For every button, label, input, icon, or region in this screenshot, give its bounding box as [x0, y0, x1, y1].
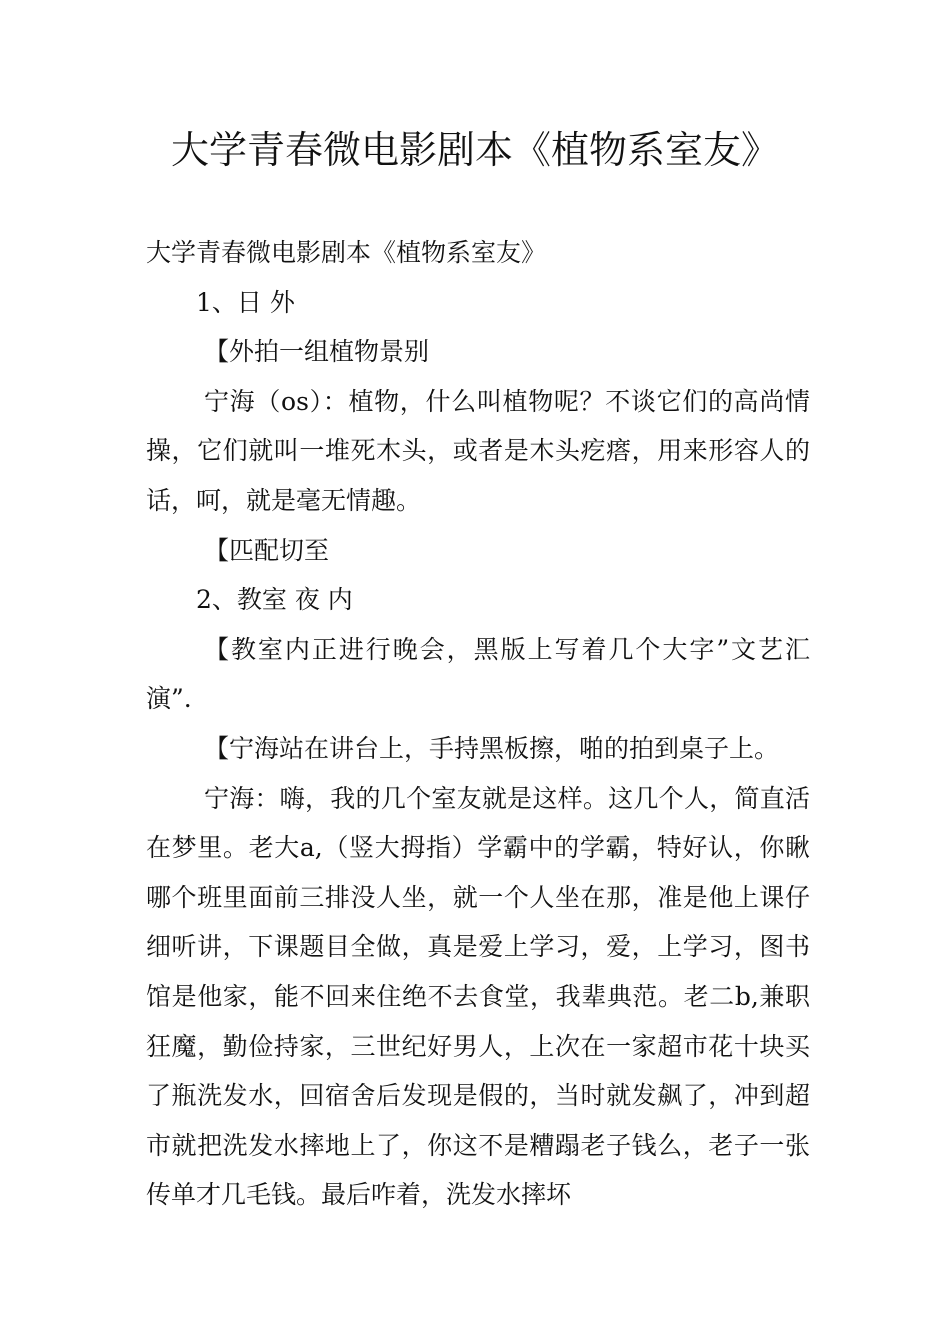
- paragraph-scene-2-heading: 2、教室 夜 内: [196, 585, 353, 615]
- document-body: [146, 228, 810, 1220]
- paragraph-stage-direction: 【教室内正进行晚会，黑版上写着几个大字”文艺汇演”.: [146, 634, 810, 714]
- paragraph-subtitle: 大学青春微电影剧本《植物系室友》: [146, 238, 547, 267]
- paragraph-dialogue: 宁海：嗨，我的几个室友就是这样。这几个人，简直活在梦里。老大a,（竖大拇指）学霸中的学霸，特好认，你瞅哪个班里面前三排没人坐，就一个人坐在那，准是他上课仔细听讲，下课题目全做，真是爱上学习，爱，上学习，图书馆是他家，能不回来住绝不去食堂，我辈典范。老二b,兼职狂魔，勤俭持家，三世纪好男人，上次在一家超市花十块买了瓶洗发水，回宿舍后发现是假的，当时就发飙了，冲到超市就把洗发水摔地上了，你这不是糟蹋老子钱么，老子一张传单才几毛钱。最后咋着，洗发水摔坏: [146, 783, 810, 1210]
- paragraph-scene-1-heading: 1、日 外: [196, 287, 295, 317]
- paragraph-stage-direction: 【外拍一组植物景别: [204, 337, 430, 367]
- paragraph-stage-direction: 【匹配切至: [204, 535, 330, 565]
- document-title: 大学青春微电影剧本《植物系室友》: [170, 128, 779, 172]
- paragraph-dialogue: 宁海（os）：植物，什么叫植物呢？不谈它们的高尚情操，它们就叫一堆死木头，或者是木头疙瘩，用来形容人的话，呵，就是毫无情趣。: [146, 386, 810, 515]
- paragraph-stage-direction: 【宁海站在讲台上，手持黑板擦，啪的拍到桌子上。: [204, 733, 780, 763]
